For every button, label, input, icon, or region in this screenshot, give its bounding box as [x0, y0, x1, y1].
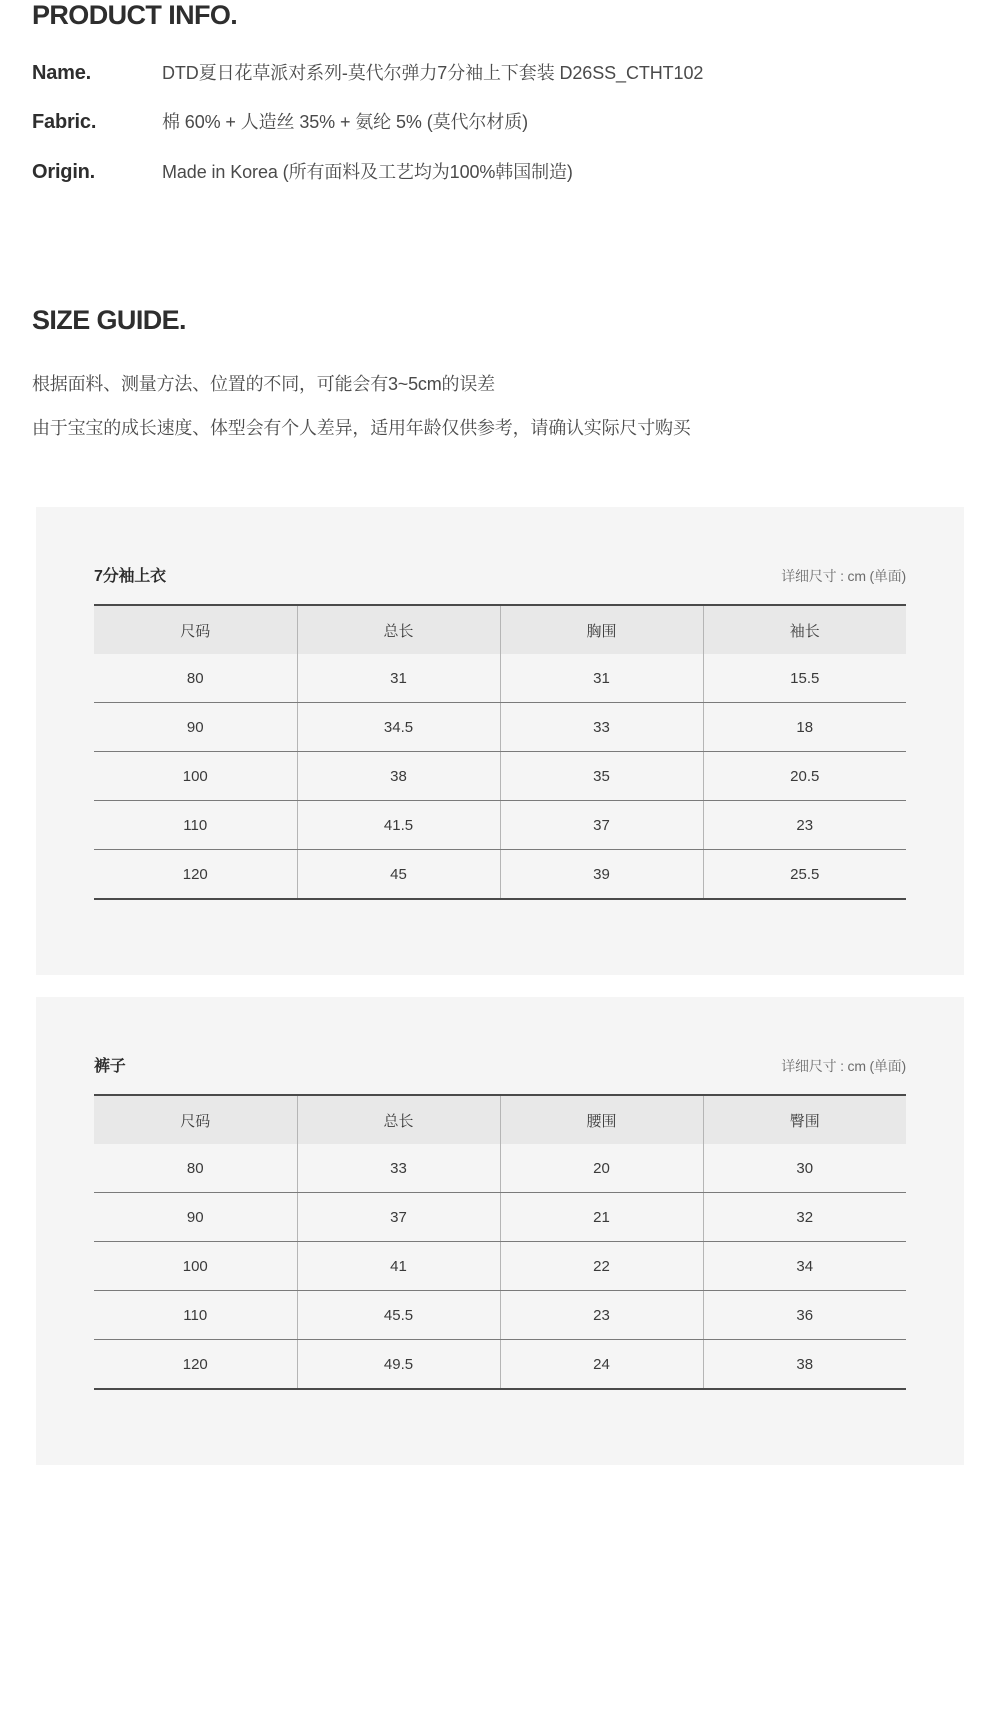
cell-sleeve: 20.5 — [703, 752, 906, 801]
size-table-panel-bottom — [36, 997, 964, 1465]
cell-size: 80 — [94, 654, 297, 703]
size-table-top-name: 7分袖上衣 — [94, 568, 166, 585]
cell-length: 45.5 — [297, 1291, 500, 1340]
size-table-panel-bottom-inner — [94, 1053, 906, 1390]
size-table-bottom-unit-note: 详细尺寸 : cm (单面) — [781, 1058, 906, 1074]
size-table-top-thead — [94, 605, 906, 654]
size-table-top-unit-note: 详细尺寸 : cm (单面) — [781, 568, 906, 584]
column-header-length: 总长 — [297, 605, 500, 654]
product-info-label-fabric: Fabric. — [32, 111, 97, 134]
table-row — [94, 850, 906, 900]
size-table-bottom-thead — [94, 1095, 906, 1144]
product-info-row-name — [32, 62, 962, 85]
cell-hip: 34 — [703, 1242, 906, 1291]
product-info-value-fabric: 棉 60% + 人造丝 35% + 氨纶 5% (莫代尔材质) — [162, 112, 528, 133]
size-table-bottom-header — [94, 1053, 906, 1094]
table-row — [94, 1291, 906, 1340]
cell-waist: 23 — [500, 1291, 703, 1340]
product-info-row-fabric — [32, 111, 962, 134]
column-header-length: 总长 — [297, 1095, 500, 1144]
cell-size: 90 — [94, 1193, 297, 1242]
product-info-heading: PRODUCT INFO. — [32, 0, 238, 30]
size-guide-note-1: 根据面料、测量方法、位置的不同，可能会有3~5cm的误差 — [32, 374, 495, 394]
column-header-sleeve: 袖长 — [703, 605, 906, 654]
table-row — [94, 654, 906, 703]
cell-length: 41 — [297, 1242, 500, 1291]
table-row — [94, 703, 906, 752]
product-info-value-origin: Made in Korea (所有面料及工艺均为100%韩国制造) — [162, 161, 573, 182]
column-header-size: 尺码 — [94, 1095, 297, 1144]
cell-length: 49.5 — [297, 1340, 500, 1390]
column-header-waist: 腰围 — [500, 1095, 703, 1144]
table-row — [94, 1340, 906, 1390]
table-header-row — [94, 605, 906, 654]
cell-hip: 30 — [703, 1144, 906, 1193]
cell-size: 120 — [94, 850, 297, 900]
product-info-label-name: Name. — [32, 62, 92, 84]
cell-waist: 22 — [500, 1242, 703, 1291]
cell-waist: 21 — [500, 1193, 703, 1242]
cell-chest: 31 — [500, 654, 703, 703]
table-row — [94, 1144, 906, 1193]
cell-length: 45 — [297, 850, 500, 900]
cell-sleeve: 18 — [703, 703, 906, 752]
size-table-bottom-name: 裤子 — [94, 1058, 126, 1075]
cell-length: 34.5 — [297, 703, 500, 752]
cell-waist: 20 — [500, 1144, 703, 1193]
cell-chest: 39 — [500, 850, 703, 900]
table-row — [94, 752, 906, 801]
size-table-top-header — [94, 563, 906, 604]
size-table-top-tbody — [94, 654, 906, 899]
cell-size: 120 — [94, 1340, 297, 1390]
table-row — [94, 1193, 906, 1242]
size-table-bottom — [94, 1094, 906, 1390]
cell-length: 38 — [297, 752, 500, 801]
size-guide-notes — [32, 375, 962, 463]
cell-length: 41.5 — [297, 801, 500, 850]
product-info-list — [32, 62, 962, 210]
cell-hip: 38 — [703, 1340, 906, 1390]
cell-chest: 37 — [500, 801, 703, 850]
cell-hip: 36 — [703, 1291, 906, 1340]
size-table-panel-top-inner — [94, 563, 906, 900]
cell-length: 37 — [297, 1193, 500, 1242]
cell-waist: 24 — [500, 1340, 703, 1390]
column-header-size: 尺码 — [94, 605, 297, 654]
table-row — [94, 801, 906, 850]
product-info-row-origin — [32, 161, 962, 184]
cell-size: 90 — [94, 703, 297, 752]
cell-size: 110 — [94, 801, 297, 850]
cell-sleeve: 25.5 — [703, 850, 906, 900]
cell-sleeve: 15.5 — [703, 654, 906, 703]
cell-length: 31 — [297, 654, 500, 703]
cell-size: 80 — [94, 1144, 297, 1193]
product-info-value-name: DTD夏日花草派对系列-莫代尔弹力7分袖上下套装 D26SS_CTHT102 — [162, 63, 704, 83]
size-table-panel-top — [36, 507, 964, 975]
cell-chest: 33 — [500, 703, 703, 752]
cell-chest: 35 — [500, 752, 703, 801]
cell-size: 100 — [94, 1242, 297, 1291]
column-header-hip: 臀围 — [703, 1095, 906, 1144]
size-table-bottom-tbody — [94, 1144, 906, 1389]
table-row — [94, 1242, 906, 1291]
size-guide-note-2: 由于宝宝的成长速度、体型会有个人差异，适用年龄仅供参考，请确认实际尺寸购买 — [32, 418, 691, 438]
column-header-chest: 胸围 — [500, 605, 703, 654]
product-info-label-origin: Origin. — [32, 160, 96, 183]
cell-size: 110 — [94, 1291, 297, 1340]
cell-length: 33 — [297, 1144, 500, 1193]
cell-size: 100 — [94, 752, 297, 801]
table-header-row — [94, 1095, 906, 1144]
size-table-top — [94, 604, 906, 900]
cell-sleeve: 23 — [703, 801, 906, 850]
cell-hip: 32 — [703, 1193, 906, 1242]
size-guide-heading: SIZE GUIDE. — [32, 305, 186, 335]
